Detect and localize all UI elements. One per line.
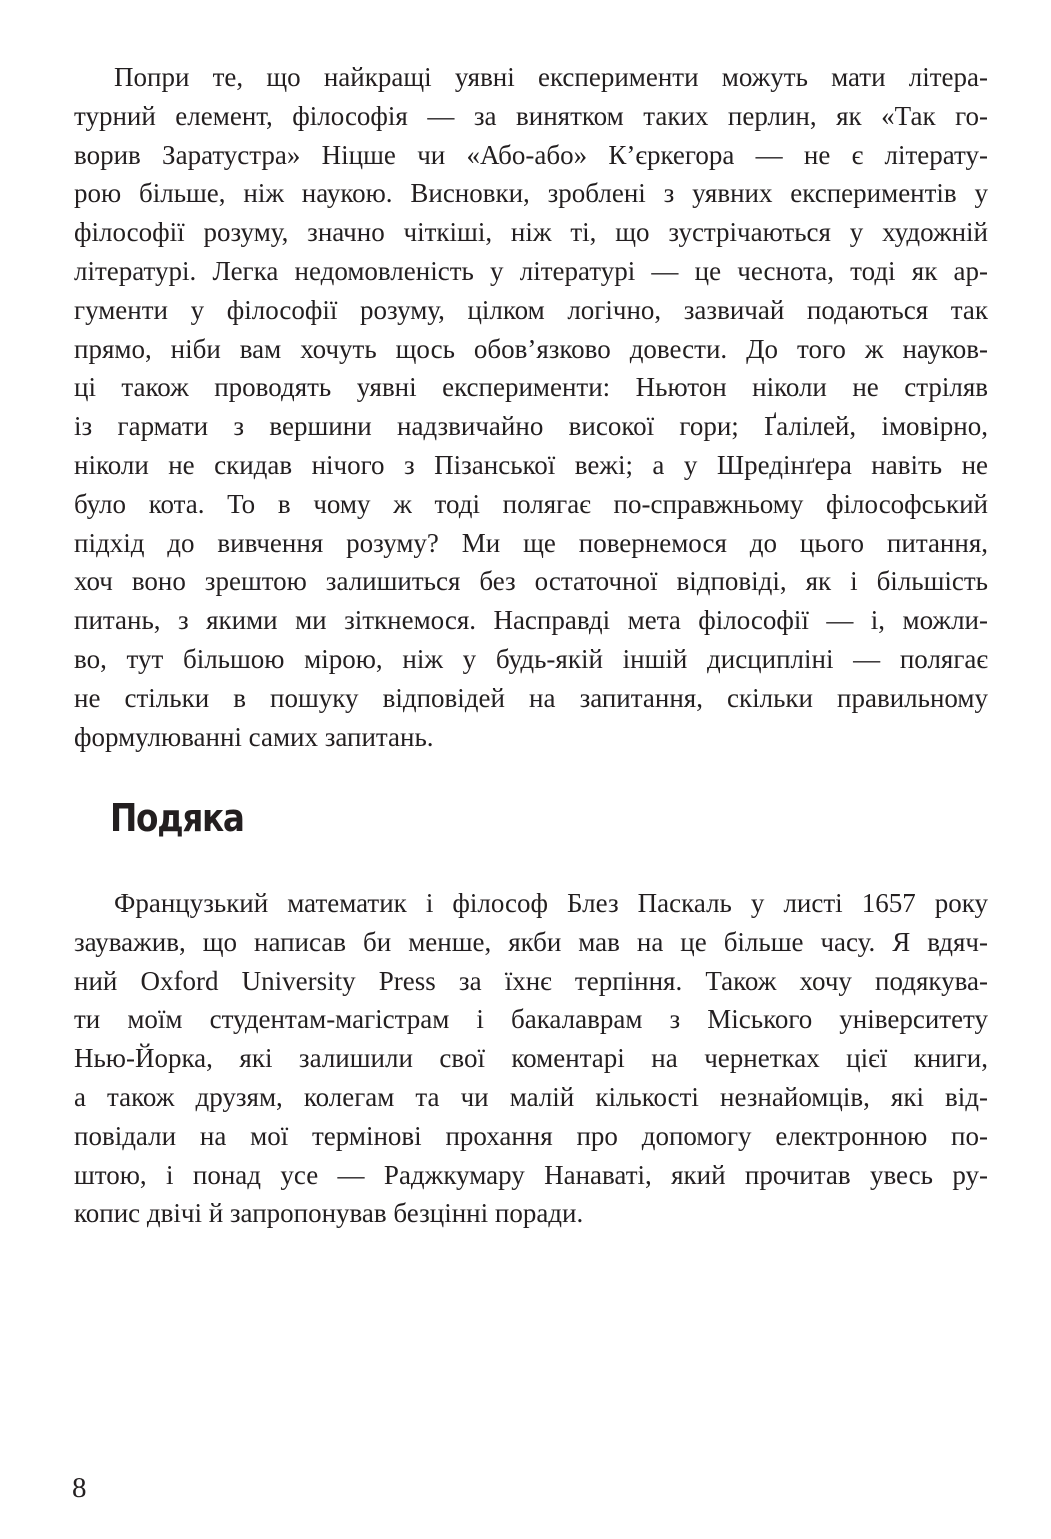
text-line: ти моїм студентам-магістрам і бакалаврам з Міського університету: [74, 1004, 988, 1035]
text-line: повідали на мої термінові прохання про допомогу електронною по-: [74, 1120, 988, 1151]
text-line: штою, і понад усе — Раджкумару Нанаваті, який прочитав увесь ру-: [74, 1159, 988, 1190]
text-line: не стільки в пошуку відповідей на запитання, скільки правильному: [74, 682, 988, 713]
text-line: хоч воно зрештою залишиться без остаточної відповіді, як і більшість: [74, 566, 988, 597]
text-line: турний елемент, філософія — за винятком таких перлин, як «Так го-: [74, 100, 988, 131]
text-line: підхід до вивчення розуму? Ми ще повернемося до цього питання,: [74, 527, 988, 558]
section-heading: Подяка: [110, 796, 244, 840]
text-line: копис двічі й запропонував безцінні поради.: [74, 1198, 584, 1229]
text-line: Французький математик і філософ Блез Паскаль у листі 1657 року: [114, 888, 988, 918]
text-line: рою більше, ніж наукою. Висновки, зроблені з уявних експериментів у: [74, 178, 988, 209]
text-line: прямо, ніби вам хочуть щось обов’язково довести. До того ж науков-: [74, 333, 988, 364]
text-line: літературі. Легка недомовленість у літературі — це чеснота, тоді як ар-: [74, 255, 988, 286]
text-line: гументи у філософії розуму, цілком логічно, зазвичай подаються так: [74, 294, 988, 325]
text-line: ніколи не скидав нічого з Пізанської вежі; а у Шредінґера навіть не: [74, 449, 988, 480]
page-number: 8: [72, 1472, 87, 1504]
text-line: зауважив, що написав би менше, якби мав на це більше часу. Я вдяч-: [74, 926, 988, 957]
text-line: ворив Заратустра» Ніцше чи «Або-або» К’єркегора — не є літерату-: [74, 139, 988, 170]
text-line: Попри те, що найкращі уявні експерименти можуть мати літера-: [114, 62, 988, 92]
text-line: ці також проводять уявні експерименти: Ньютон ніколи не стріляв: [74, 372, 988, 403]
text-line: філософії розуму, значно чіткіші, ніж ті, що зустрічаються у художній: [74, 217, 988, 248]
text-line: із гармати з вершини надзвичайно високої гори; Ґалілей, імовірно,: [74, 411, 988, 442]
body-paragraph: [74, 884, 988, 1233]
text-line: Нью-Йорка, які залишили свої коментарі на чернетках цієї книги,: [74, 1043, 988, 1074]
text-line: питань, з якими ми зіткнемося. Насправді мета філософії — і, можли-: [74, 605, 988, 636]
text-line: ний Oxford University Press за їхнє терпіння. Також хочу подякува-: [74, 965, 988, 996]
text-line: во, тут більшою мірою, ніж у будь-якій іншій дисципліні — полягає: [74, 643, 988, 674]
text-line: формулюванні самих запитань.: [74, 721, 434, 752]
text-line: було кота. То в чому ж тоді полягає по-справжньому філософський: [74, 488, 988, 519]
text-line: а також друзям, колегам та чи малій кількості незнайомців, які від-: [74, 1081, 988, 1112]
body-paragraph: [74, 58, 988, 756]
